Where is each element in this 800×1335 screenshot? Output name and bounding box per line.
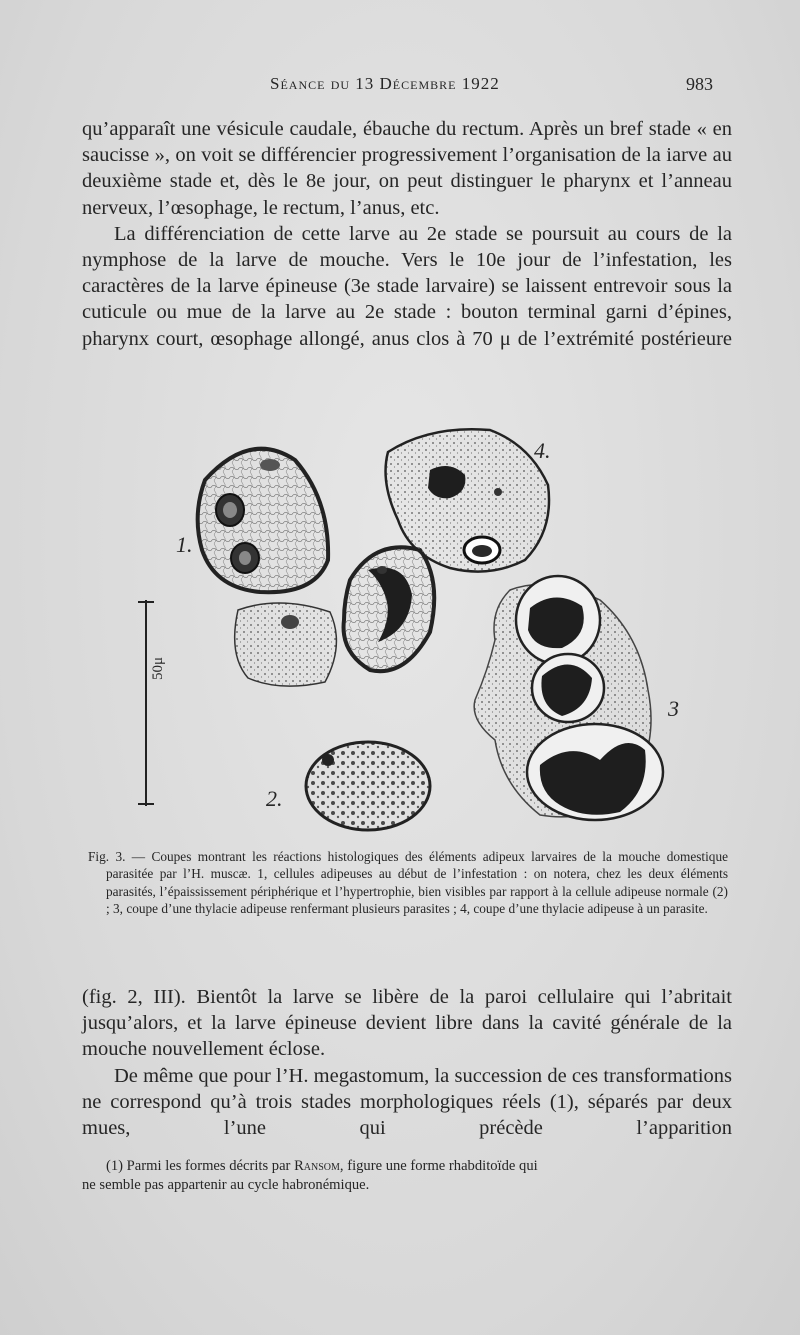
- figure-label-3: 3: [668, 696, 679, 721]
- cell-group-middle: [344, 547, 435, 671]
- bottom-text-block: [82, 984, 732, 1141]
- footnote-text: Parmi les formes décrits par: [123, 1158, 295, 1174]
- running-title: Séance du 13 Décembre 1922: [270, 74, 500, 93]
- scale-bar-label: 50μ: [150, 656, 166, 680]
- figure-label-4: 4.: [534, 438, 551, 463]
- footnote-marker: (1): [106, 1158, 124, 1174]
- caption-text: — Coupes montrant les réactions histologiques des éléments adipeux larvaires de la mouche domestique parasitée par l’H. muscæ. 1, cellules adipeuses au début de l’infestation : on notera, chez les deux éléments parasités, l’épaississement périphérique et l’hypertrophie, bien visibles par rapport à la cellule adipeuse normale (2) ; 3, coupe d’une thylacie adipeuse renfermant plusieurs parasites ; 4, coupe d’une thylacie adipeuse à un parasite.: [106, 849, 729, 917]
- footnote: [82, 1157, 734, 1195]
- paragraph: La différenciation de cette larve au 2e stade se poursuit au cours de la nymphose de la larve de mouche. Vers le 10e jour de l’infestation, les caractères de la larve épineuse (3e stade larvaire) se laissent entrevoir sous la cuticule ou mue de la larve au 2e stade : bouton terminal garni d’épines, pharynx court, œsophage allongé, anus clos à 70 μ de l’extrémité postérieure: [82, 222, 732, 350]
- top-text-block: [82, 116, 732, 352]
- cell-group-3: [474, 576, 663, 820]
- page-number: 983: [686, 74, 713, 94]
- caption-lead: Fig. 3.: [88, 849, 126, 864]
- paragraph: De même que pour l’H. megastomum, la succession de ces transformations ne correspond qu’à trois stades morphologiques réels (1), séparés par deux mues, l’une qui précède l’apparition: [82, 1064, 732, 1140]
- cell-group-2: [306, 742, 430, 830]
- figure-label-2: 2.: [266, 786, 283, 811]
- cell-group-1: [198, 449, 328, 592]
- figure-caption: [88, 848, 728, 918]
- figure-label-1: 1.: [176, 532, 193, 557]
- page-header: [0, 74, 800, 104]
- paragraph: (fig. 2, III). Bientôt la larve se libère de la paroi cellulaire qui l’abritait jusqu’alors, et la larve épineuse devient libre dans la cavité générale de la mouche nouvellement éclose.: [82, 986, 732, 1061]
- footnote-author: Ransom: [294, 1158, 340, 1174]
- figure-histology: [130, 420, 710, 840]
- cell-normal-small: [235, 603, 337, 686]
- footnote-continuation: ne semble pas appartenir au cycle habronémique.: [82, 1177, 370, 1193]
- scale-bar: [138, 600, 154, 806]
- figure-drawing: [130, 420, 710, 840]
- footnote-text-after: , figure une forme rhabditoïde qui: [339, 1158, 538, 1174]
- paragraph: qu’apparaît une vésicule caudale, ébauche du rectum. Après un bref stade « en saucisse », on voit se différencier progressivement l’organisation de la iarve au deuxième stade et, dès le 8e jour, on peut distinguer le pharynx et l’anneau nerveux, l’œsophage, le rectum, l’anus, etc.: [82, 118, 732, 219]
